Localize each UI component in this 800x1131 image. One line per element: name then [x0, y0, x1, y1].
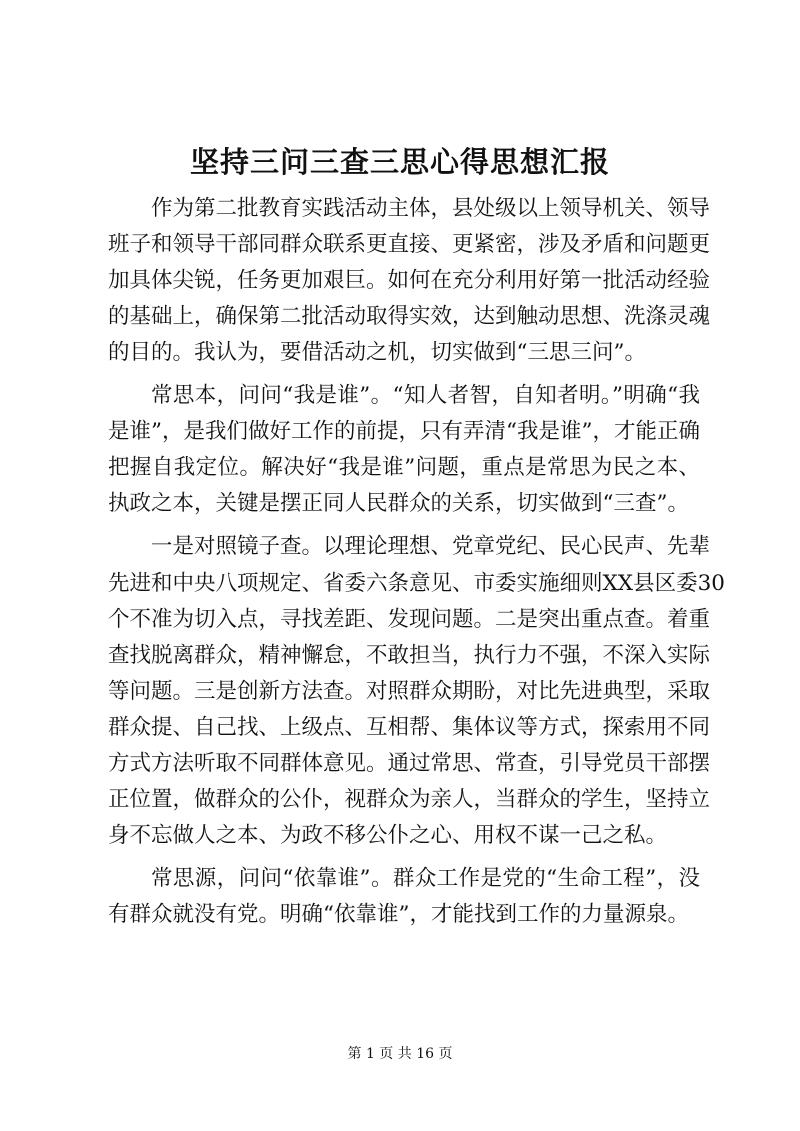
paragraph-line: 身不忘做人之本、为政不移公仆之心、用权不谋一己之私。 [108, 823, 668, 848]
paragraph-line: 有群众就没有党。明确“依靠谁”，才能找到工作的力量源泉。 [108, 902, 689, 927]
paragraph-line: 一是对照镜子查。以理论理想、党章党纪、民心民声、先辈 [151, 534, 711, 559]
paragraph-line: 把握自我定位。解决好“我是谁”问题，重点是常思为民之本、 [108, 455, 700, 480]
paragraph-line: 执政之本，关键是摆正同人民群众的关系，切实做到“三查”。 [108, 491, 689, 516]
paragraph-line: 的基础上，确保第二批活动取得实效，达到触动思想、洗涤灵魂 [108, 304, 711, 329]
paragraph-line: 正位置，做群众的公仆，视群众为亲人，当群众的学生，坚持立 [108, 787, 711, 812]
paragraph-line: 个不准为切入点，寻找差距、发现问题。二是突出重点查。着重 [108, 607, 711, 632]
paragraph-line: 班子和领导干部同群众联系更直接、更紧密，涉及矛盾和问题更 [108, 232, 711, 257]
document-title: 坚持三问三查三思心得思想汇报 [189, 145, 610, 179]
paragraph-line: 常思本，问问“我是谁”。“知人者智，自知者明。”明确“我 [151, 383, 700, 408]
paragraph-line: 群众提、自己找、上级点、互相帮、集体议等方式，探索用不同 [108, 715, 711, 740]
paragraph-line: 查找脱离群众，精神懈怠，不敢担当，执行力不强，不深入实际 [108, 643, 711, 668]
paragraph-line: 方式方法听取不同群体意见。通过常思、常查，引导党员干部摆 [108, 751, 711, 776]
page-footer: 第 1 页 共 16 页 [347, 1046, 453, 1062]
paragraph-line: 加具体尖锐，任务更加艰巨。如何在充分利用好第一批活动经验 [108, 268, 711, 293]
paragraph-line: 常思源，问问“依靠谁”。群众工作是党的“生命工程”，没 [151, 866, 700, 891]
paragraph-line: 作为第二批教育实践活动主体，县处级以上领导机关、领导 [151, 196, 711, 221]
paragraph-line: 的目的。我认为，要借活动之机，切实做到“三思三问”。 [108, 340, 646, 365]
paragraph-line: 等问题。三是创新方法查。对照群众期盼，对比先进典型，采取 [108, 679, 711, 704]
paragraph-line: 是谁”，是我们做好工作的前提，只有弄清“我是谁”，才能正确 [108, 419, 700, 444]
paragraph-line: 先进和中央八项规定、省委六条意见、市委实施细则XX县区委30 [108, 571, 725, 596]
